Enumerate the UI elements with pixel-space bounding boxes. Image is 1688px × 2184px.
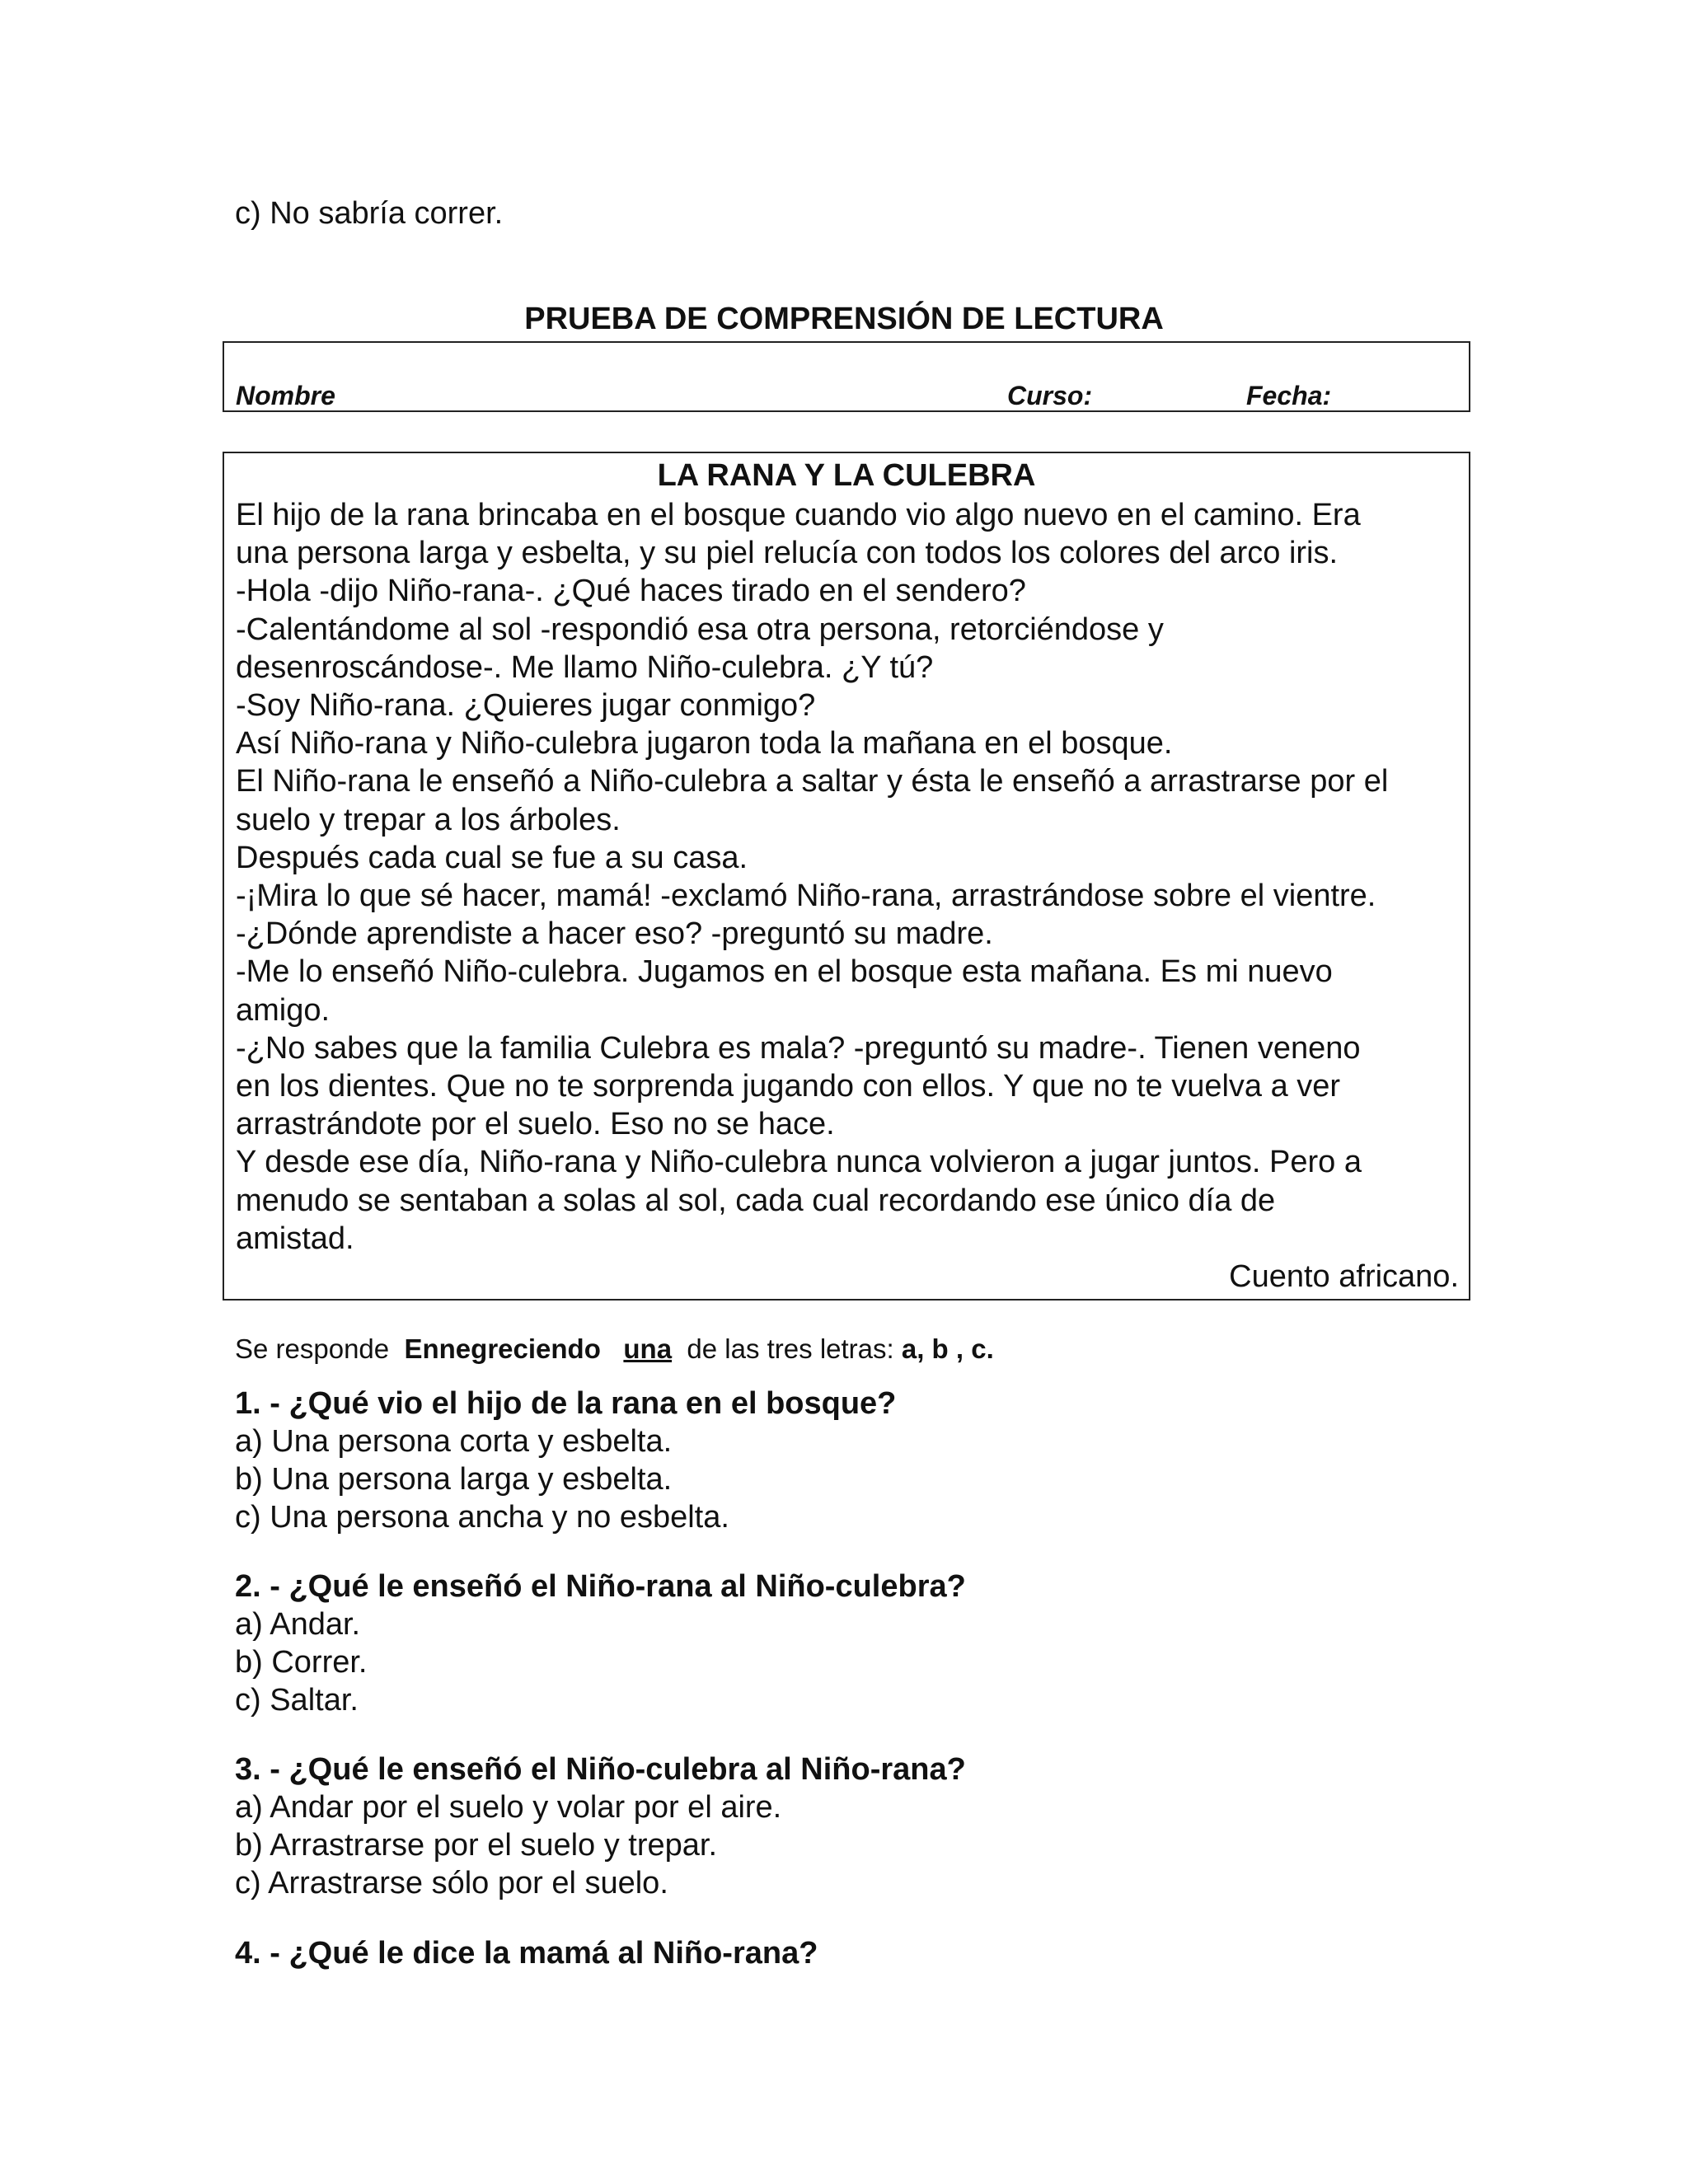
name-label: Nombre bbox=[236, 381, 335, 410]
story-text bbox=[236, 496, 1461, 1258]
story-line: El hijo de la rana brincaba en el bosque cuando vio algo nuevo en el camino. Era bbox=[236, 498, 1361, 532]
previous-question-option: c) No sabría correr. bbox=[235, 196, 504, 231]
story-line: -¡Mira lo que sé hacer, mamá! -exclamó Niño-rana, arrastrándose sobre el vientre. bbox=[236, 879, 1376, 914]
story-line: El Niño-rana le enseñó a Niño-culebra a saltar y ésta le enseñó a arrastrarse por el bbox=[236, 764, 1389, 799]
student-info-box bbox=[223, 341, 1470, 412]
story-line: -¿Dónde aprendiste a hacer eso? -preguntó su madre. bbox=[236, 916, 993, 952]
story-line: desenroscándose-. Me llamo Niño-culebra. ¿Y tú? bbox=[236, 649, 934, 685]
answer-option-a[interactable]: a) Andar. bbox=[235, 1607, 361, 1642]
instructions-prefix: Se responde bbox=[235, 1333, 390, 1364]
story-line: -Calentándome al sol -respondió esa otra persona, retorciéndose y bbox=[236, 612, 1164, 647]
instructions-bold-word: Ennegreciendo bbox=[404, 1333, 601, 1364]
question-4 bbox=[235, 1934, 1471, 1972]
question-text: 2. - ¿Qué le enseñó el Niño-rana al Niño-culebra? bbox=[235, 1569, 966, 1604]
story-line: en los dientes. Que no te sorprenda jugando con ellos. Y que no te vuelva a ver bbox=[236, 1069, 1341, 1104]
answer-option-c[interactable]: c) Saltar. bbox=[235, 1683, 359, 1718]
date-label: Fecha: bbox=[1246, 381, 1332, 410]
question-text: 3. - ¿Qué le enseñó el Niño-culebra al Niño-rana? bbox=[235, 1752, 966, 1787]
question-3 bbox=[235, 1750, 1471, 1902]
question-2 bbox=[235, 1568, 1471, 1719]
instructions-letters: a, b , c. bbox=[901, 1333, 994, 1364]
question-text: 4. - ¿Qué le dice la mamá al Niño-rana? bbox=[235, 1936, 818, 1971]
answer-option-a[interactable]: a) Andar por el suelo y volar por el aire. bbox=[235, 1790, 782, 1825]
story-line: suelo y trepar a los árboles. bbox=[236, 802, 621, 837]
story-line: -¿No sabes que la familia Culebra es mala? -preguntó su madre-. Tienen veneno bbox=[236, 1030, 1361, 1066]
story-line: Después cada cual se fue a su casa. bbox=[236, 840, 748, 875]
instructions-middle: de las tres letras: bbox=[687, 1333, 894, 1364]
story-title: LA RANA Y LA CULEBRA bbox=[657, 458, 1036, 493]
story-line: -Soy Niño-rana. ¿Quieres jugar conmigo? bbox=[236, 688, 816, 724]
question-text: 1. - ¿Qué vio el hijo de la rana en el bosque? bbox=[235, 1386, 897, 1421]
story-line: amigo. bbox=[236, 992, 331, 1028]
story-line: amistad. bbox=[236, 1221, 354, 1256]
question-1 bbox=[235, 1385, 1471, 1536]
story-line: menudo se sentaban a solas al sol, cada cual recordando ese único día de bbox=[236, 1183, 1276, 1218]
answer-option-b[interactable]: b) Correr. bbox=[235, 1645, 368, 1680]
story-line: -Hola -dijo Niño-rana-. ¿Qué haces tirado en el sendero? bbox=[236, 574, 1026, 609]
answer-option-c[interactable]: c) Una persona ancha y no esbelta. bbox=[235, 1500, 729, 1535]
story-line: una persona larga y esbelta, y su piel relucía con todos los colores del arco iris. bbox=[236, 536, 1339, 571]
answer-option-a[interactable]: a) Una persona corta y esbelta. bbox=[235, 1424, 673, 1459]
answer-option-b[interactable]: b) Arrastrarse por el suelo y trepar. bbox=[235, 1828, 718, 1863]
test-title: PRUEBA DE COMPRENSIÓN DE LECTURA bbox=[524, 302, 1164, 336]
answer-instructions bbox=[235, 1333, 994, 1365]
story-line: arrastrándote por el suelo. Eso no se hace. bbox=[236, 1107, 835, 1142]
story-line: -Me lo enseñó Niño-culebra. Jugamos en el bosque esta mañana. Es mi nuevo bbox=[236, 954, 1333, 990]
instructions-underlined-word: una bbox=[623, 1333, 673, 1364]
story-box bbox=[223, 452, 1470, 1301]
story-source: Cuento africano. bbox=[1229, 1259, 1459, 1294]
answer-option-c[interactable]: c) Arrastrarse sólo por el suelo. bbox=[235, 1866, 668, 1900]
story-line: Y desde ese día, Niño-rana y Niño-culebra nunca volvieron a jugar juntos. Pero a bbox=[236, 1145, 1362, 1180]
answer-option-b[interactable]: b) Una persona larga y esbelta. bbox=[235, 1462, 673, 1497]
story-line: Así Niño-rana y Niño-culebra jugaron toda la mañana en el bosque. bbox=[236, 726, 1173, 762]
course-label: Curso: bbox=[1007, 381, 1093, 410]
